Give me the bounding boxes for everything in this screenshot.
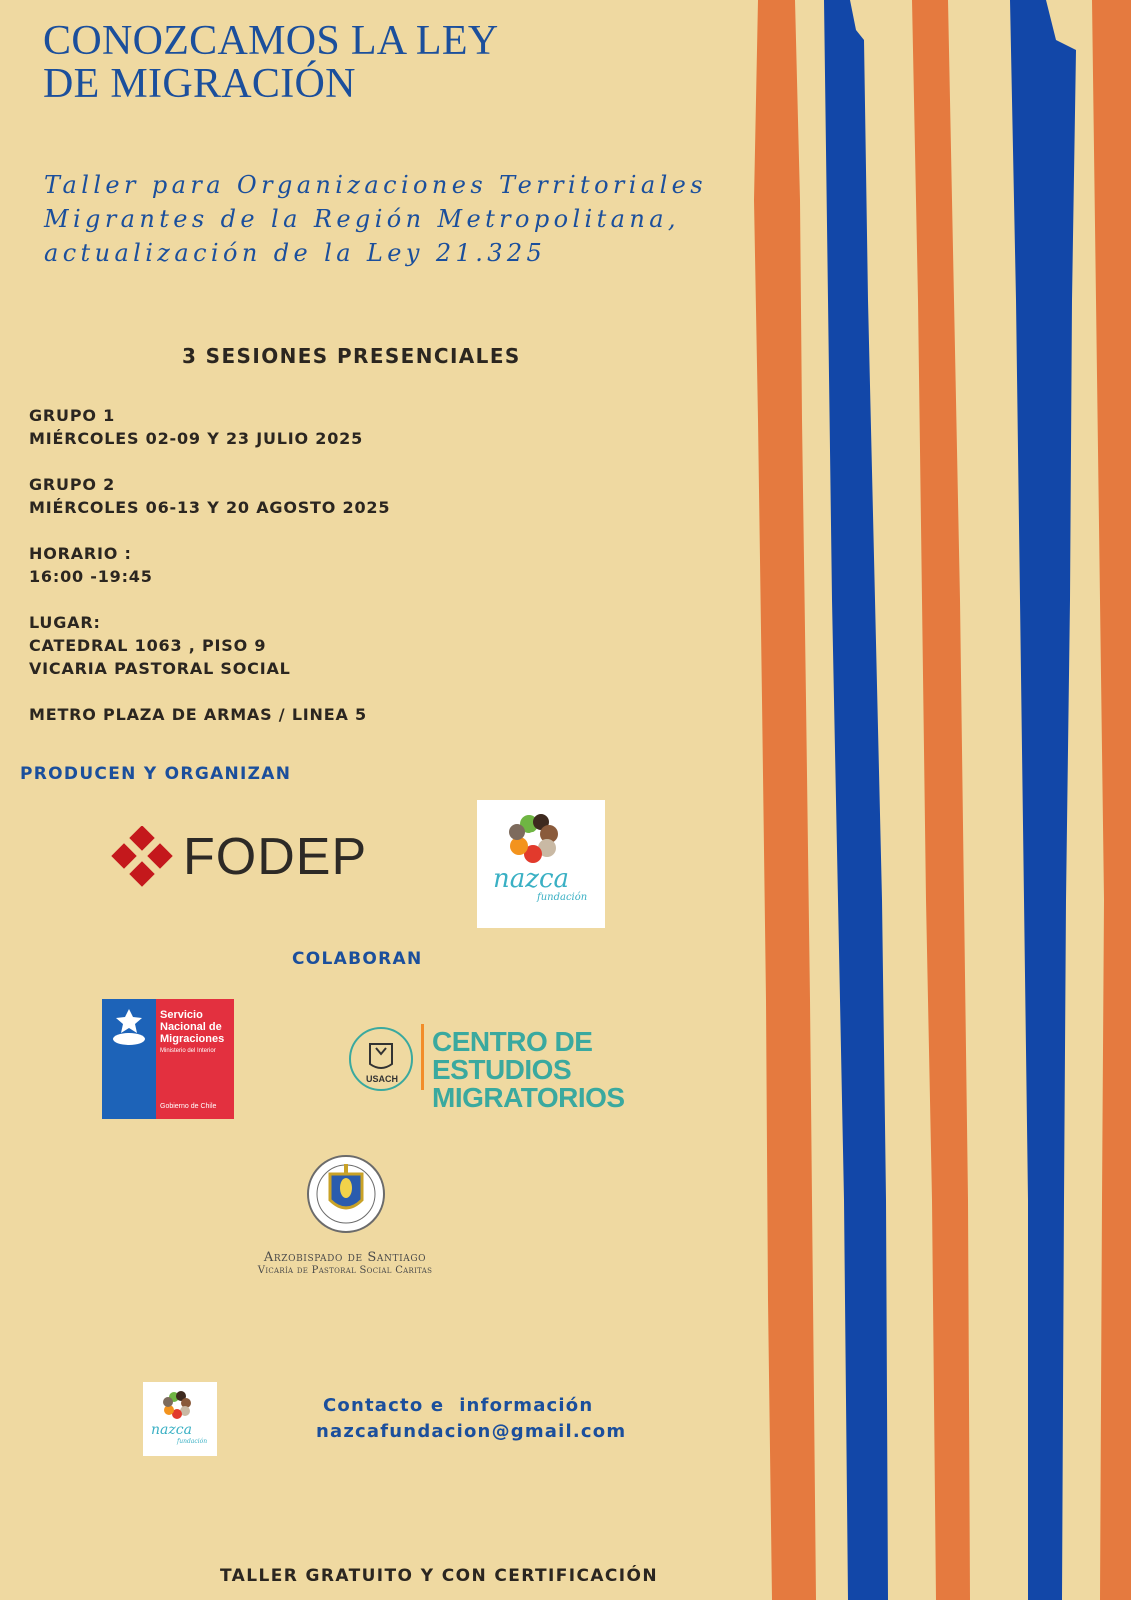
group-2-label: GRUPO 2 [29,475,116,494]
location-block [29,611,291,680]
group-1-dates: MIÉRCOLES 02-09 Y 23 JULIO 2025 [29,429,364,448]
usach-logo [348,1024,708,1113]
decorative-stripes [740,0,1131,1600]
group-2-dates: MIÉRCOLES 06-13 Y 20 AGOSTO 2025 [29,498,391,517]
migraciones-blue-panel [102,999,156,1119]
migraciones-gov: Gobierno de Chile [160,1103,217,1110]
nazca-logo [477,800,605,928]
collaborators-heading: COLABORAN [292,949,423,969]
migraciones-line-1: Servicio [160,1009,203,1021]
schedule-label: HORARIO : [29,544,132,563]
contact-email[interactable]: nazcafundacion@gmail.com [316,1421,627,1442]
orange-stripe-2 [912,0,970,1600]
nazca-small-name: nazca [151,1422,192,1438]
location-address: CATEDRAL 1063 , PISO 9 [29,636,267,655]
nazca-small-sub: fundación [177,1438,208,1445]
blue-stripe-2 [1010,0,1076,1600]
migraciones-line-2: Nacional de [160,1021,222,1033]
page-title [43,20,498,106]
fodep-logo [107,826,367,888]
fodep-wordmark: FODEP [183,828,368,886]
group-2-block [29,473,390,519]
location-venue: VICARIA PASTORAL SOCIAL [29,659,291,678]
migraciones-line-3: Migraciones [160,1033,225,1045]
orange-stripe-3 [1092,0,1131,1600]
location-label: LUGAR: [29,613,101,632]
migraciones-logo [102,999,234,1119]
schedule-block [29,542,153,588]
migraciones-ministry: Ministerio del Interior [160,1048,216,1054]
chile-coat-of-arms-icon [102,1003,156,1053]
schedule-value: 16:00 -19:45 [29,567,153,586]
title-line-1: CONOZCAMOS LA LEY [43,18,499,64]
usach-line-2: MIGRATORIOS [432,1082,625,1113]
fodep-diamond-icon [107,826,177,888]
orange-stripe-1 [754,0,816,1600]
usach-divider [421,1024,424,1090]
migraciones-red-panel [156,999,234,1119]
arzobispado-seal-icon [306,1150,386,1244]
usach-line-1: CENTRO DE ESTUDIOS [432,1026,593,1085]
blue-stripe-1 [824,0,888,1600]
usach-badge: USACH [366,1074,399,1084]
contact-label: Contacto e información [323,1395,594,1416]
footer-text: TALLER GRATUITO Y CON CERTIFICACIÓN [220,1566,658,1586]
group-1-block [29,404,363,450]
metro-info: METRO PLAZA DE ARMAS / LINEA 5 [29,705,367,724]
organizers-heading: PRODUCEN Y ORGANIZAN [20,764,292,784]
group-1-label: GRUPO 1 [29,406,116,425]
title-line-2: DE MIGRACIÓN [43,61,356,107]
sessions-heading: 3 SESIONES PRESENCIALES [182,344,521,368]
arzobispado-line-2: Vicaría de Pastoral Social Caritas [257,1265,433,1276]
nazca-small-logo [143,1382,217,1456]
subtitle: Taller para Organizaciones Territoriales Migrantes de la Región Metropolitana, actualización de la Ley 21.325 [44,171,707,267]
arzobispado-line-1: Arzobispado de Santiago [263,1250,427,1265]
nazca-name: nazca [493,864,570,894]
arzobispado-logo [230,1150,460,1285]
nazca-sub: fundación [537,892,588,903]
